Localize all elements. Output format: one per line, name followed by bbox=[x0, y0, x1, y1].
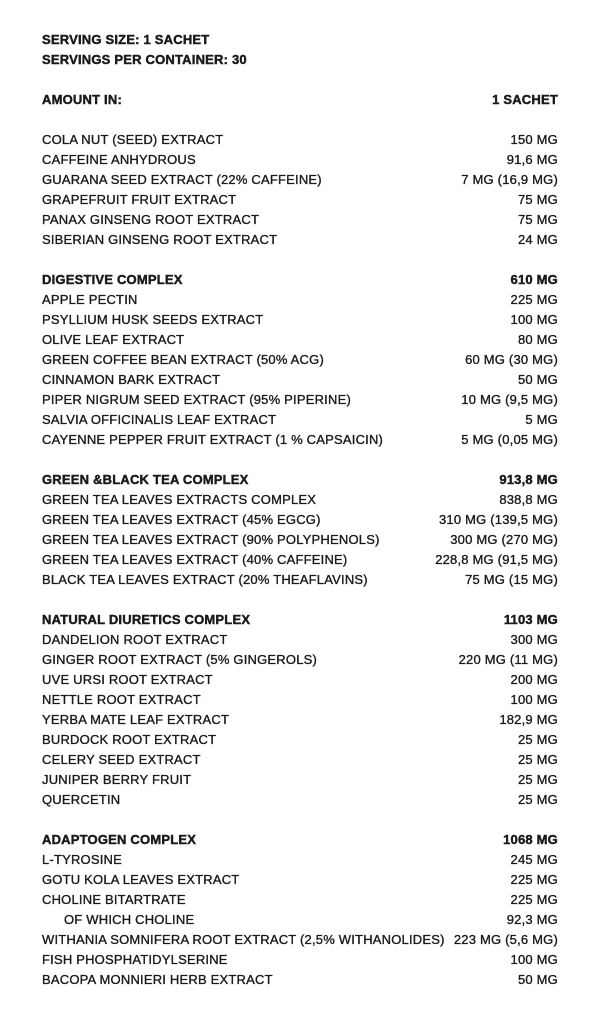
ingredient-row bbox=[42, 530, 558, 550]
ingredient-row bbox=[42, 790, 558, 810]
ingredient-name: PIPER NIGRUM SEED EXTRACT (95% PIPERINE) bbox=[42, 392, 351, 407]
ingredient-name: NETTLE ROOT EXTRACT bbox=[42, 692, 201, 707]
serving-size-text: SERVING SIZE: 1 SACHET bbox=[42, 32, 210, 47]
section-spacer bbox=[42, 110, 558, 130]
ingredient-amount: 228,8 MG (91,5 MG) bbox=[435, 552, 558, 567]
ingredient-row bbox=[42, 390, 558, 410]
ingredient-row bbox=[42, 690, 558, 710]
ingredient-name: GOTU KOLA LEAVES EXTRACT bbox=[42, 872, 240, 887]
spacer bbox=[42, 70, 558, 90]
ingredient-name: UVE URSI ROOT EXTRACT bbox=[42, 672, 213, 687]
ingredient-amount: 25 MG bbox=[517, 732, 558, 747]
ingredient-name: DANDELION ROOT EXTRACT bbox=[42, 632, 228, 647]
ingredient-row bbox=[42, 730, 558, 750]
ingredient-name: SALVIA OFFICINALIS LEAF EXTRACT bbox=[42, 412, 277, 427]
ingredient-amount: 610 MG bbox=[510, 272, 558, 287]
ingredient-name: JUNIPER BERRY FRUIT bbox=[42, 772, 192, 787]
ingredient-name: APPLE PECTIN bbox=[42, 292, 138, 307]
ingredient-row bbox=[42, 650, 558, 670]
ingredient-row bbox=[42, 550, 558, 570]
ingredient-amount: 5 MG (0,05 MG) bbox=[461, 432, 558, 447]
ingredient-row bbox=[42, 150, 558, 170]
ingredient-amount: 24 MG bbox=[517, 232, 558, 247]
ingredient-amount: 75 MG (15 MG) bbox=[465, 572, 558, 587]
ingredient-amount: 150 MG bbox=[510, 132, 558, 147]
ingredient-amount: 25 MG bbox=[517, 752, 558, 767]
sachet-column-header: 1 SACHET bbox=[492, 92, 558, 107]
ingredient-row bbox=[42, 870, 558, 890]
ingredient-amount: 225 MG bbox=[510, 292, 558, 307]
ingredient-amount: 225 MG bbox=[510, 872, 558, 887]
ingredient-amount: 913,8 MG bbox=[499, 472, 558, 487]
ingredient-amount: 50 MG bbox=[517, 972, 558, 987]
ingredient-amount: 1068 MG bbox=[503, 832, 558, 847]
ingredient-name: COLA NUT (SEED) EXTRACT bbox=[42, 132, 224, 147]
ingredient-row bbox=[42, 410, 558, 430]
ingredient-name: YERBA MATE LEAF EXTRACT bbox=[42, 712, 230, 727]
ingredient-row bbox=[42, 190, 558, 210]
ingredient-row bbox=[42, 510, 558, 530]
ingredient-name: GINGER ROOT EXTRACT (5% GINGEROLS) bbox=[42, 652, 318, 667]
ingredient-row bbox=[42, 570, 558, 590]
ingredient-amount: 91,6 MG bbox=[506, 152, 558, 167]
ingredient-row bbox=[42, 130, 558, 150]
ingredient-name: CHOLINE BITARTRATE bbox=[42, 892, 186, 907]
ingredient-row bbox=[42, 630, 558, 650]
ingredient-name: NATURAL DIURETICS COMPLEX bbox=[42, 612, 251, 627]
ingredient-name: PSYLLIUM HUSK SEEDS EXTRACT bbox=[42, 312, 264, 327]
ingredient-amount: 100 MG bbox=[510, 312, 558, 327]
ingredient-name: OLIVE LEAF EXTRACT bbox=[42, 332, 185, 347]
ingredient-row bbox=[42, 950, 558, 970]
servings-per-container-text: SERVINGS PER CONTAINER: 30 bbox=[42, 52, 247, 67]
section-header-row bbox=[42, 610, 558, 630]
ingredient-row bbox=[42, 230, 558, 250]
ingredient-amount: 7 MG (16,9 MG) bbox=[461, 172, 558, 187]
section-spacer bbox=[42, 590, 558, 610]
ingredient-row bbox=[42, 370, 558, 390]
ingredient-name: BURDOCK ROOT EXTRACT bbox=[42, 732, 217, 747]
ingredient-name: GREEN TEA LEAVES EXTRACT (45% EGCG) bbox=[42, 512, 321, 527]
ingredient-name: FISH PHOSPHATIDYLSERINE bbox=[42, 952, 228, 967]
section-spacer bbox=[42, 450, 558, 470]
ingredient-row bbox=[42, 310, 558, 330]
ingredient-name: SIBERIAN GINSENG ROOT EXTRACT bbox=[42, 232, 278, 247]
ingredient-amount: 223 MG (5,6 MG) bbox=[453, 932, 558, 947]
ingredient-name: OF WHICH CHOLINE bbox=[64, 912, 195, 927]
ingredient-name: QUERCETIN bbox=[42, 792, 121, 807]
ingredient-amount: 225 MG bbox=[510, 892, 558, 907]
ingredient-name: CELERY SEED EXTRACT bbox=[42, 752, 201, 767]
ingredient-name: GREEN TEA LEAVES EXTRACTS COMPLEX bbox=[42, 492, 317, 507]
table-header-row bbox=[42, 90, 558, 110]
ingredient-row bbox=[42, 330, 558, 350]
ingredient-amount: 25 MG bbox=[517, 772, 558, 787]
ingredient-amount: 310 MG (139,5 MG) bbox=[439, 512, 558, 527]
ingredient-amount: 100 MG bbox=[510, 692, 558, 707]
section-spacer bbox=[42, 810, 558, 830]
ingredient-amount: 75 MG bbox=[517, 192, 558, 207]
ingredient-amount: 200 MG bbox=[510, 672, 558, 687]
section-header-row bbox=[42, 470, 558, 490]
ingredient-amount: 75 MG bbox=[517, 212, 558, 227]
ingredient-name: GREEN TEA LEAVES EXTRACT (40% CAFFEINE) bbox=[42, 552, 348, 567]
ingredient-name: GUARANA SEED EXTRACT (22% CAFFEINE) bbox=[42, 172, 322, 187]
section-header-row bbox=[42, 830, 558, 850]
ingredient-sections bbox=[42, 110, 558, 990]
ingredient-name: CAYENNE PEPPER FRUIT EXTRACT (1 % CAPSAICIN) bbox=[42, 432, 384, 447]
ingredient-row bbox=[42, 910, 558, 930]
ingredient-amount: 5 MG bbox=[525, 412, 558, 427]
ingredient-amount: 182,9 MG bbox=[499, 712, 558, 727]
ingredient-row bbox=[42, 710, 558, 730]
ingredient-amount: 838,8 MG bbox=[499, 492, 558, 507]
ingredient-row bbox=[42, 930, 558, 950]
ingredient-name: CINNAMON BARK EXTRACT bbox=[42, 372, 221, 387]
servings-per-container-line bbox=[42, 50, 558, 70]
ingredient-row bbox=[42, 290, 558, 310]
ingredient-amount: 10 MG (9,5 MG) bbox=[461, 392, 558, 407]
ingredient-row bbox=[42, 890, 558, 910]
ingredient-amount: 80 MG bbox=[517, 332, 558, 347]
ingredient-amount: 50 MG bbox=[517, 372, 558, 387]
ingredient-row bbox=[42, 670, 558, 690]
ingredient-name: GREEN TEA LEAVES EXTRACT (90% POLYPHENOLS) bbox=[42, 532, 380, 547]
ingredient-row bbox=[42, 210, 558, 230]
ingredient-amount: 60 MG (30 MG) bbox=[465, 352, 558, 367]
ingredient-row bbox=[42, 970, 558, 990]
ingredient-name: BLACK TEA LEAVES EXTRACT (20% THEAFLAVINS) bbox=[42, 572, 368, 587]
ingredient-name: CAFFEINE ANHYDROUS bbox=[42, 152, 196, 167]
ingredient-name: BACOPA MONNIERI HERB EXTRACT bbox=[42, 972, 273, 987]
ingredient-amount: 92,3 MG bbox=[506, 912, 558, 927]
ingredient-amount: 25 MG bbox=[517, 792, 558, 807]
section-header-row bbox=[42, 270, 558, 290]
ingredient-row bbox=[42, 850, 558, 870]
ingredient-amount: 220 MG (11 MG) bbox=[458, 652, 558, 667]
ingredient-name: GREEN &BLACK TEA COMPLEX bbox=[42, 472, 249, 487]
ingredient-row bbox=[42, 770, 558, 790]
amount-in-label: AMOUNT IN: bbox=[42, 92, 122, 107]
ingredient-name: ADAPTOGEN COMPLEX bbox=[42, 832, 197, 847]
ingredient-amount: 100 MG bbox=[510, 952, 558, 967]
ingredient-amount: 1103 MG bbox=[503, 612, 558, 627]
ingredient-row bbox=[42, 430, 558, 450]
ingredient-name: WITHANIA SOMNIFERA ROOT EXTRACT (2,5% WITHANOLIDES) bbox=[42, 932, 445, 947]
ingredient-name: GREEN COFFEE BEAN EXTRACT (50% ACG) bbox=[42, 352, 324, 367]
ingredient-row bbox=[42, 750, 558, 770]
ingredient-name: GRAPEFRUIT FRUIT EXTRACT bbox=[42, 192, 237, 207]
ingredient-amount: 245 MG bbox=[510, 852, 558, 867]
ingredient-name: PANAX GINSENG ROOT EXTRACT bbox=[42, 212, 260, 227]
serving-size-line bbox=[42, 30, 558, 50]
ingredient-row bbox=[42, 170, 558, 190]
ingredient-name: L-TYROSINE bbox=[42, 852, 123, 867]
ingredient-row bbox=[42, 490, 558, 510]
ingredient-amount: 300 MG (270 MG) bbox=[450, 532, 558, 547]
ingredient-name: DIGESTIVE COMPLEX bbox=[42, 272, 183, 287]
section-spacer bbox=[42, 250, 558, 270]
ingredient-amount: 300 MG bbox=[510, 632, 558, 647]
ingredient-row bbox=[42, 350, 558, 370]
